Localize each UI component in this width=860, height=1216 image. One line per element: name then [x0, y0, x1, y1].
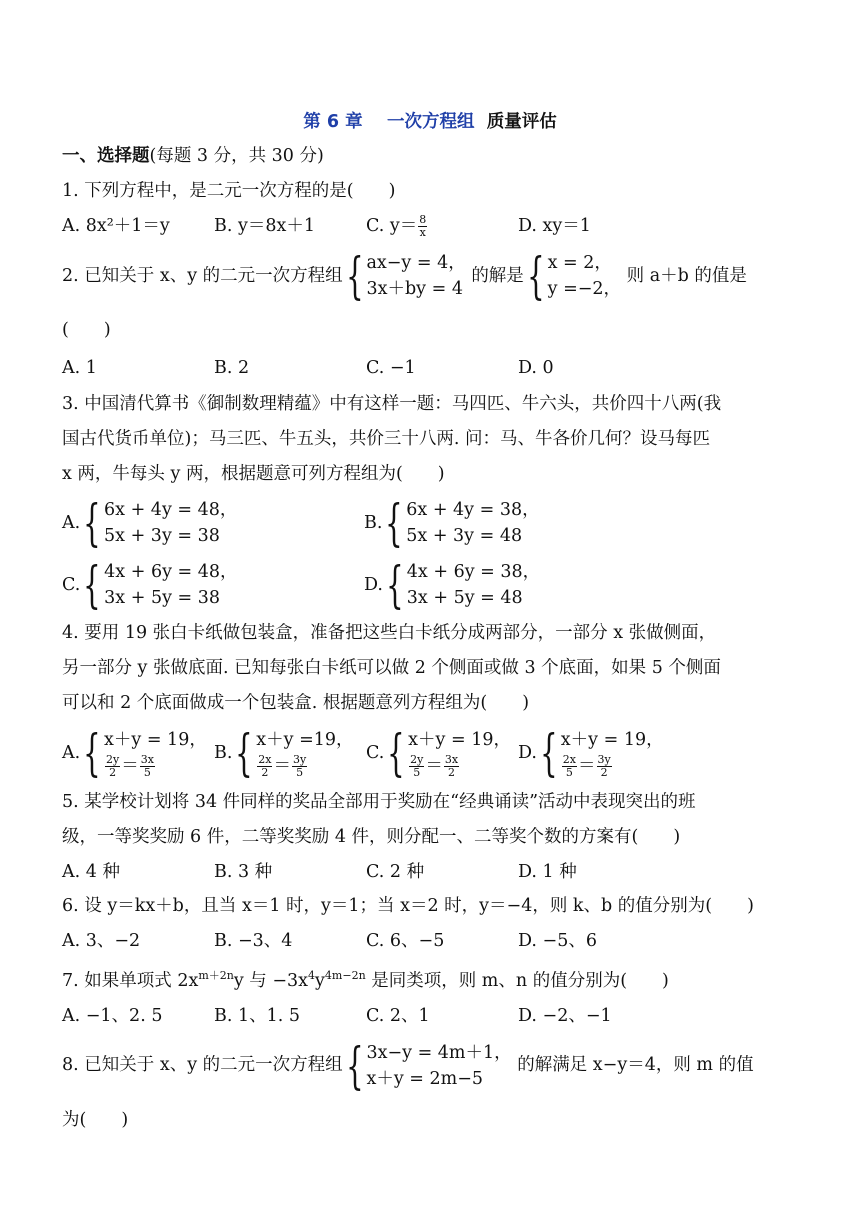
question-1 [62, 174, 802, 243]
option-c: C. { x＋y = 19， $\frac{2y}{5}$ ＝ $\frac{3x}{2}$ [366, 724, 511, 782]
option-d: D. { x＋y = 19， $\frac{2x}{5}$ ＝ $\frac{3y}{2}$ [518, 724, 664, 782]
question-stem: 6. 设 y＝kx＋b，且当 x＝1 时，y＝1；当 x＝2 时，y＝−4，则 k、b 的值分别为( ) [62, 896, 754, 916]
question-sheet [62, 138, 802, 1141]
option-c: C. { 4x + 6y = 48， 3x + 5y = 38 [62, 556, 238, 614]
options-row-1 [62, 492, 802, 554]
option-b: B. −3、4 [214, 931, 293, 951]
option-a: A. { x＋y = 19， $\frac{2y}{2}$ ＝ $\frac{3x}{5}$ [62, 724, 207, 782]
options-row-2 [62, 554, 802, 616]
section-heading: 一、选择题(每题 3 分，共 30 分) [62, 146, 324, 166]
question-stem: 2. 已知关于 x、y 的二元一次方程组 [62, 265, 343, 286]
option-c: C. 2 种 [366, 862, 425, 882]
question-4: 4. 要用 19 张白卡纸做包装盒，准备把这些白卡纸分成两部分，一部分 x 张做侧面， 另一部分 y 张做底面. 已知每张白卡纸可以做 2 个侧面或做 3 个底面，如果 5 个侧面 可以和 2 个底面做成一个包装盒. 根据题意列方程组为( ) A. { x＋y = 19， $\frac{2y}{2}$ ＝ $\frac{3x}{5}$ B. { x＋y =19， $\frac{2x}{2}$ ＝ $\frac{3y}{5}$ C. { x＋y = 19， $\frac{2y}{5}$ ＝ $\frac{3x}{2}$ D. { x＋y = 19， $\frac{2x}{5}$ ＝ $\frac{3y}{2}$ [62, 616, 802, 785]
title-suffix: 质量评估 [486, 112, 557, 132]
question-7 [62, 958, 802, 1033]
question-3: 3. 中国清代算书《御制数理精蕴》中有这样一题：马四匹、牛六头，共价四十八两(我 国古代货币单位)；马三匹、牛五头，共价三十八两. 问：马、牛各价几何？设马每匹 x 两，牛每头 y 两，根据题意可列方程组为( ) A. { 6x + 4y = 48， 5x + 3y = 38 B. { 6x + 4y = 38， 5x + 3y = 48 C. { 4x + 6y = 48， 3x + 5y = 38 D. { 4x + 6y = 38， 3x + 5y = 48 [62, 387, 802, 616]
option-a: A. 1 [62, 358, 97, 378]
option-d: D. 1 种 [518, 862, 577, 882]
option-c: C. −1 [366, 358, 416, 378]
option-b: B. { 6x + 4y = 38， 5x + 3y = 48 [364, 494, 540, 552]
equation-system: { ax−y = 4， 3x＋by = 4 [345, 247, 466, 305]
options [62, 855, 802, 889]
option-b: B. 2 [214, 358, 250, 378]
option-d: D. −2、−1 [518, 1005, 612, 1026]
options [62, 999, 802, 1033]
option-a: A. 8x²＋1＝y [62, 216, 170, 236]
option-b: B. y＝8x＋1 [214, 216, 316, 236]
option-d: D. 0 [518, 358, 554, 378]
option-b: B. 1、1. 5 [214, 1005, 301, 1026]
option-a: A. 4 种 [62, 862, 120, 882]
chapter-number: 第 6 章 [303, 112, 363, 132]
option-d: D. { 4x + 6y = 38， 3x + 5y = 48 [364, 556, 541, 614]
question-stem: 7. 如果单项式 $2x^{m+2n}y$ 与 $-3x^4y^{4m-2n}$ 是同类项，则 m、n 的值分别为( ) [62, 969, 669, 991]
question-6 [62, 889, 802, 958]
option-a: A. −1、2. 5 [62, 1005, 163, 1026]
option-a: A. 3、−2 [62, 931, 141, 951]
solution-system: { x = 2， y =−2， [526, 247, 622, 305]
option-d: D. xy＝1 [518, 216, 591, 236]
option-b: B. { x＋y =19， $\frac{2x}{2}$ ＝ $\frac{3y}{5}$ [214, 724, 354, 782]
page-title [0, 108, 860, 133]
chapter-name: 一次方程组 [387, 112, 475, 132]
options [62, 924, 802, 958]
equation-system: { 3x−y = 4m＋1， x＋y = 2m−5 [345, 1036, 512, 1095]
options [62, 209, 802, 243]
option-c: C. y＝ $\frac{8}{x}$ [366, 213, 427, 239]
option-a: A. { 6x + 4y = 48， 5x + 3y = 38 [62, 494, 238, 552]
option-d: D. −5、6 [518, 931, 597, 951]
question-8: 8. 已知关于 x、y 的二元一次方程组 { 3x−y = 4m＋1， x＋y = 2m−5 的解满足 x−y＝4，则 m 的值 为( ) [62, 1036, 754, 1130]
question-2: 2. 已知关于 x、y 的二元一次方程组 { ax−y = 4， 3x＋by = 4 的解是 { x = 2， y =−2， 则 a＋b 的值是 ( ) A. 1 B. 2 C. −1 D. 0 [62, 243, 802, 385]
option-c: C. 2、1 [366, 1005, 430, 1026]
question-stem: 1. 下列方程中，是二元一次方程的是( ) [62, 181, 396, 201]
option-b: B. 3 种 [214, 862, 273, 882]
option-c: C. 6、−5 [366, 931, 445, 951]
question-5: 5. 某学校计划将 34 件同样的奖品全部用于奖励在“经典诵读”活动中表现突出的班 级，一等奖奖励 6 件，二等奖奖励 4 件，则分配一、二等奖个数的方案有( ) A. 4 种 B. 3 种 C. 2 种 D. 1 种 [62, 785, 802, 889]
options [62, 351, 802, 385]
options [62, 721, 802, 785]
